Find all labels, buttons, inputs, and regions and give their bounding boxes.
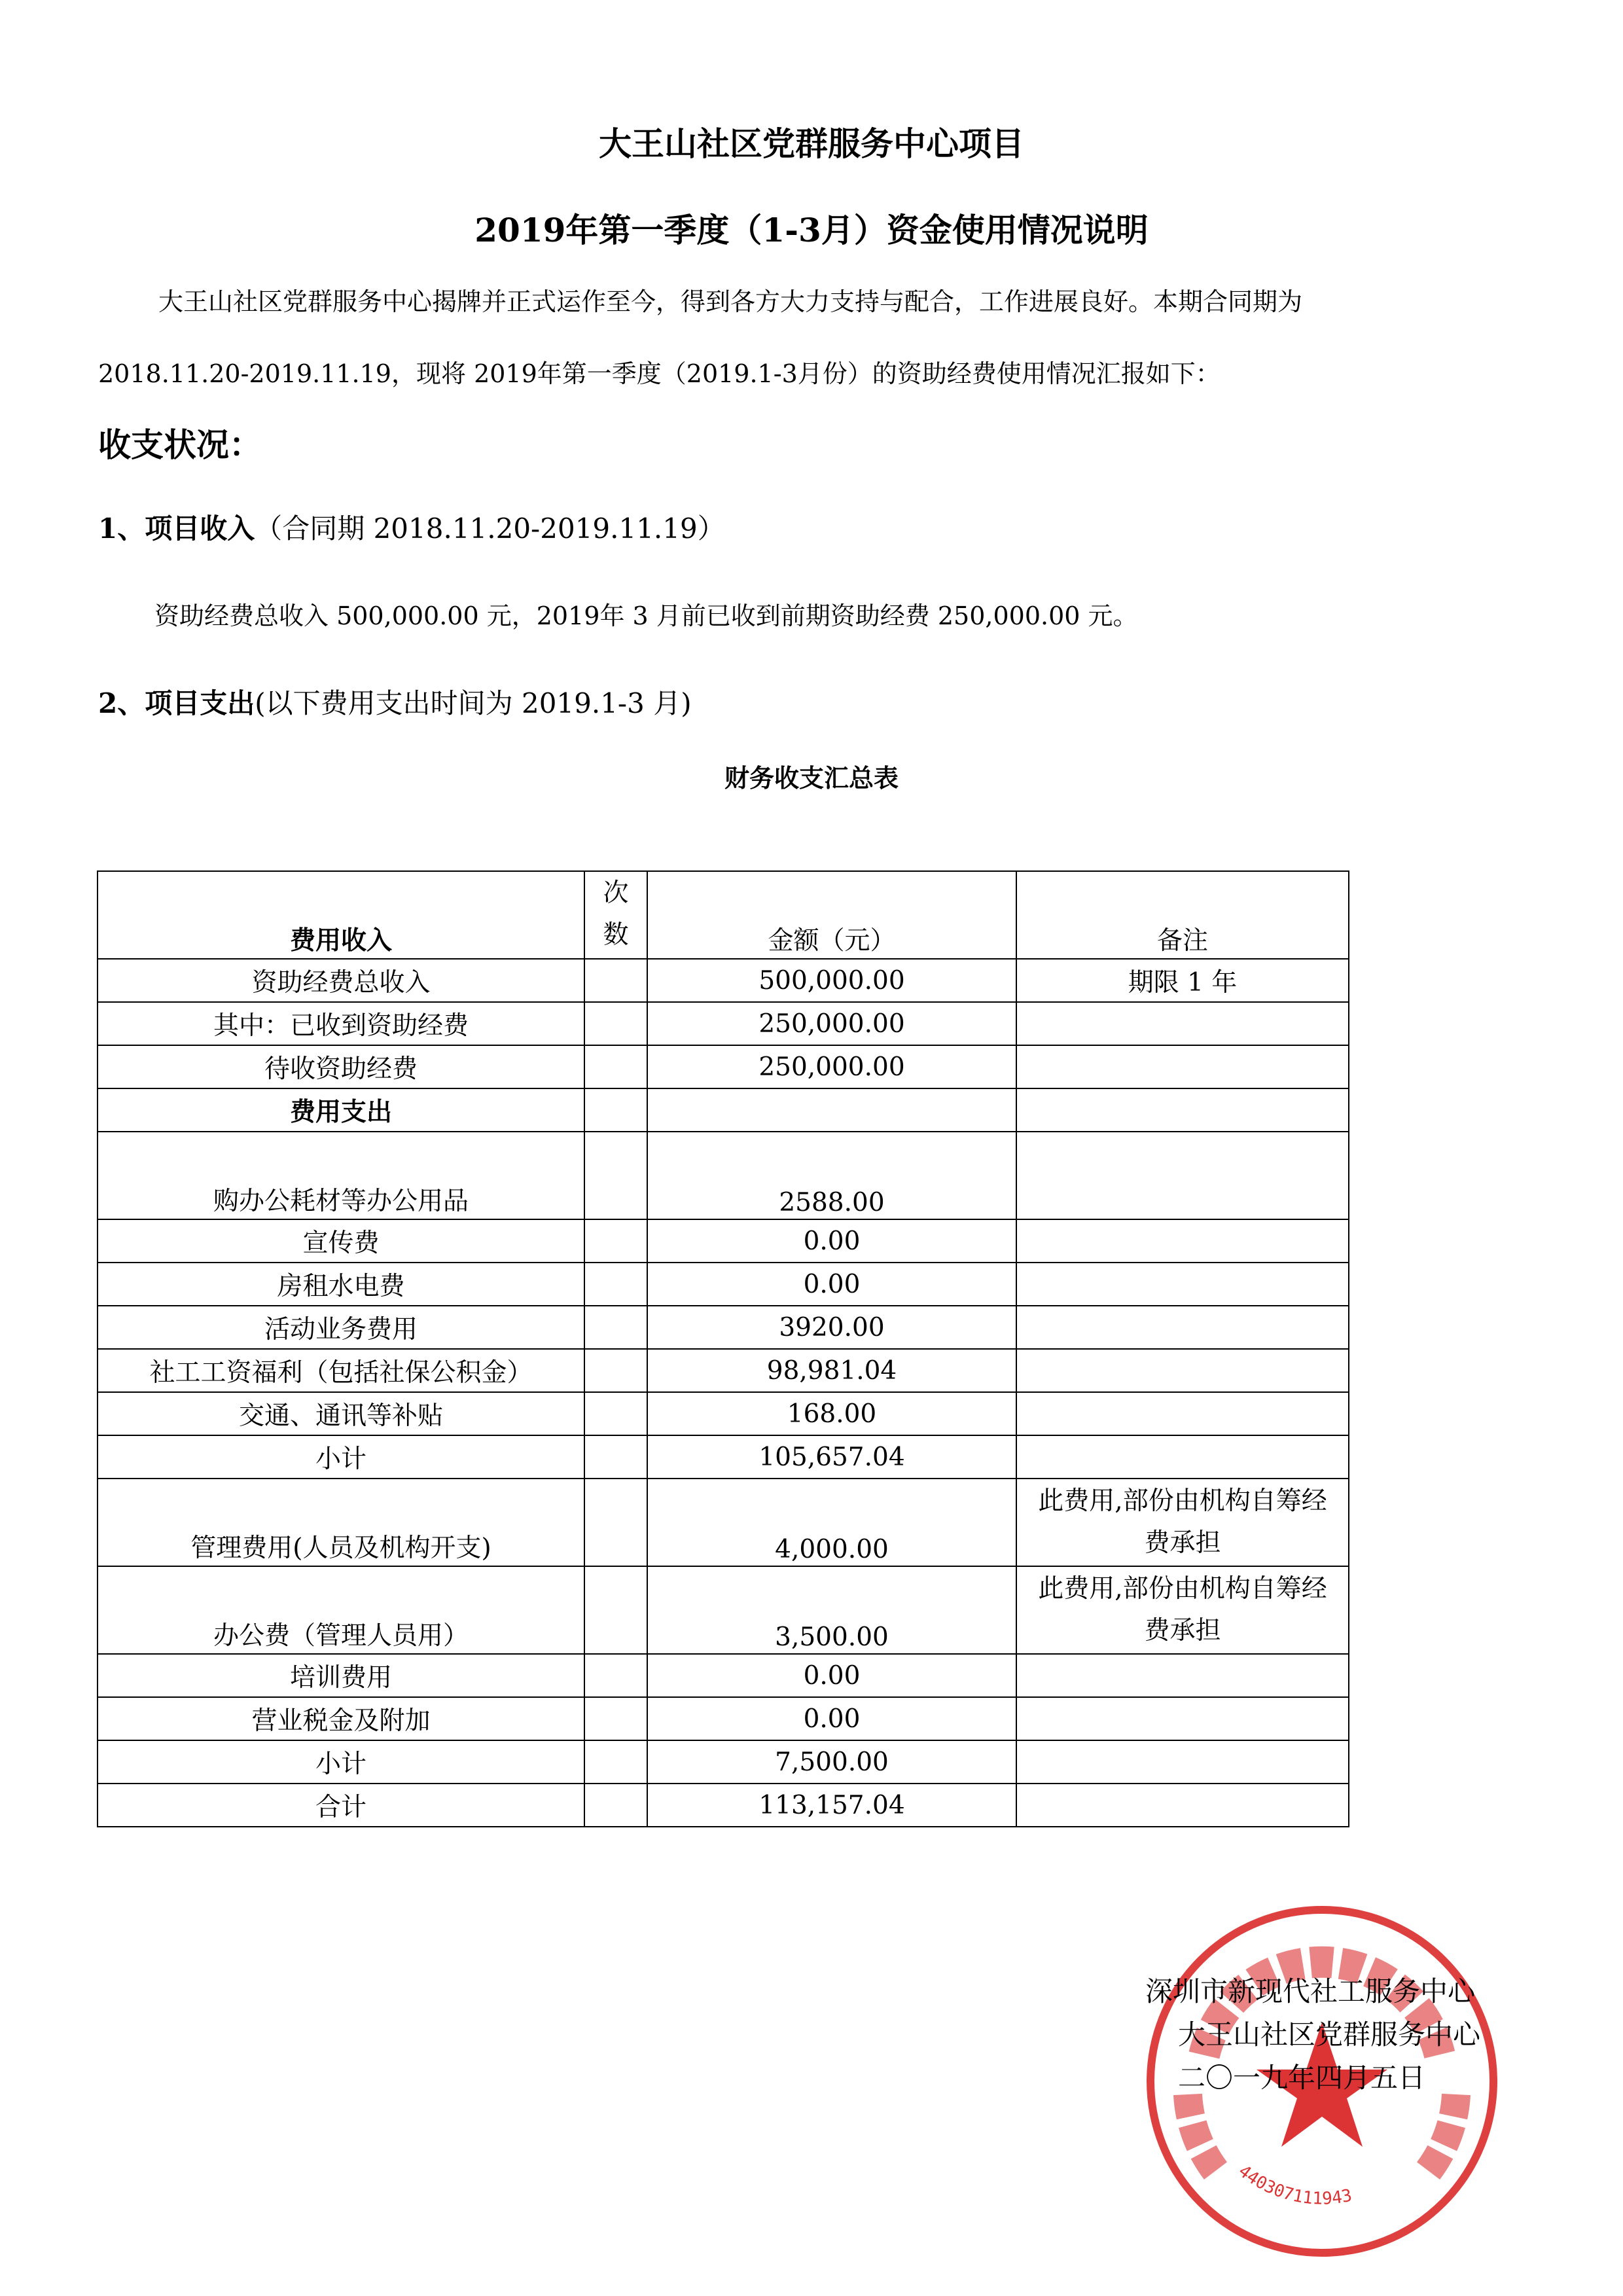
seal-serial-path: 440307111943 bbox=[1234, 2161, 1354, 2209]
row-label: 合计 bbox=[98, 1784, 584, 1827]
row-note bbox=[1016, 1263, 1349, 1306]
row-count bbox=[584, 1045, 647, 1088]
header-fee: 费用收入 bbox=[98, 871, 584, 959]
table-row bbox=[98, 1349, 1349, 1392]
row-label: 其中：已收到资助经费 bbox=[98, 1002, 584, 1045]
row-label: 社工工资福利（包括社保公积金） bbox=[98, 1349, 584, 1392]
row-count bbox=[584, 1740, 647, 1784]
table-row bbox=[98, 1784, 1349, 1827]
row-count bbox=[584, 1479, 647, 1566]
row-note bbox=[1016, 1697, 1349, 1740]
row-note bbox=[1016, 1219, 1349, 1263]
header-count-text: 次数 bbox=[603, 878, 629, 950]
item2-rest: (以下费用支出时间为 2019.1-3 月) bbox=[255, 687, 692, 719]
row-label: 房租水电费 bbox=[98, 1263, 584, 1306]
table-row bbox=[98, 1740, 1349, 1784]
income-text: 资助经费总收入 500,000.00 元，2019年 3 月前已收到前期资助经费 250,000.00 元。 bbox=[154, 601, 1138, 630]
row-count bbox=[584, 1132, 647, 1219]
table-row bbox=[98, 1479, 1349, 1566]
header-amount: 金额（元） bbox=[647, 871, 1016, 959]
row-count bbox=[584, 1654, 647, 1697]
row-amount: 113,157.04 bbox=[647, 1784, 1016, 1827]
row-note bbox=[1016, 1392, 1349, 1435]
seal-serial bbox=[1234, 2161, 1353, 2208]
row-amount: 4,000.00 bbox=[647, 1479, 1016, 1566]
intro-paragraph: 大王山社区党群服务中心揭牌并正式运作至今，得到各方大力支持与配合，工作进展良好。本期合同期为2018.11.20-2019.11.19，现将 2019年第一季度（2019.1-3月份）的资助经费使用情况汇报如下： bbox=[98, 287, 1303, 388]
row-note bbox=[1016, 1435, 1349, 1479]
row-note: 期限 1 年 bbox=[1016, 959, 1349, 1002]
row-amount: 168.00 bbox=[647, 1392, 1016, 1435]
item2-bold: 2、项目支出 bbox=[98, 687, 255, 719]
row-amount: 0.00 bbox=[647, 1697, 1016, 1740]
table-row bbox=[98, 1566, 1349, 1654]
row-note bbox=[1016, 1654, 1349, 1697]
table-body bbox=[98, 959, 1349, 1827]
table-row bbox=[98, 1002, 1349, 1045]
table-row bbox=[98, 1263, 1349, 1306]
row-label: 营业税金及附加 bbox=[98, 1697, 584, 1740]
table-row bbox=[98, 1306, 1349, 1349]
row-label: 小计 bbox=[98, 1435, 584, 1479]
table-row bbox=[98, 1045, 1349, 1088]
row-amount: 105,657.04 bbox=[647, 1435, 1016, 1479]
row-count bbox=[584, 1349, 647, 1392]
row-note bbox=[1016, 1349, 1349, 1392]
row-count bbox=[584, 1392, 647, 1435]
row-note: 此费用,部份由机构自筹经费承担 bbox=[1016, 1566, 1349, 1654]
row-label: 管理费用(人员及机构开支) bbox=[98, 1479, 584, 1566]
row-amount: 3,500.00 bbox=[647, 1566, 1016, 1654]
row-amount: 250,000.00 bbox=[647, 1002, 1016, 1045]
row-amount: 98,981.04 bbox=[647, 1349, 1016, 1392]
row-amount: 500,000.00 bbox=[647, 959, 1016, 1002]
row-label: 待收资助经费 bbox=[98, 1045, 584, 1088]
header-count bbox=[584, 871, 647, 959]
item1-rest: （合同期 2018.11.20-2019.11.19） bbox=[255, 512, 725, 545]
row-count bbox=[584, 1219, 647, 1263]
row-label: 交通、通讯等补贴 bbox=[98, 1392, 584, 1435]
row-note bbox=[1016, 1784, 1349, 1827]
finance-table bbox=[97, 870, 1349, 1827]
row-amount: 0.00 bbox=[647, 1219, 1016, 1263]
row-label: 资助经费总收入 bbox=[98, 959, 584, 1002]
section-heading: 收支状况： bbox=[98, 425, 262, 464]
item1-heading bbox=[98, 507, 725, 547]
table-row bbox=[98, 1132, 1349, 1219]
row-amount: 7,500.00 bbox=[647, 1740, 1016, 1784]
row-label: 活动业务费用 bbox=[98, 1306, 584, 1349]
row-note bbox=[1016, 1132, 1349, 1219]
table-row bbox=[98, 1392, 1349, 1435]
table-row bbox=[98, 959, 1349, 1002]
signature-org2: 大王山社区党群服务中心 bbox=[1178, 2018, 1481, 2051]
table-row bbox=[98, 1697, 1349, 1740]
row-count bbox=[584, 1435, 647, 1479]
row-amount: 0.00 bbox=[647, 1654, 1016, 1697]
table-header-row bbox=[98, 871, 1349, 959]
row-count bbox=[584, 1002, 647, 1045]
table-row bbox=[98, 1435, 1349, 1479]
row-label: 购办公耗材等办公用品 bbox=[98, 1132, 584, 1219]
table-caption: 财务收支汇总表 bbox=[724, 763, 899, 793]
signature-org1: 深圳市新现代社工服务中心 bbox=[1145, 1975, 1476, 2007]
row-count bbox=[584, 1697, 647, 1740]
document-title: 大王山社区党群服务中心项目 bbox=[599, 124, 1024, 163]
row-count bbox=[584, 1088, 647, 1132]
document-subtitle: 2019年第一季度（1-3月）资金使用情况说明 bbox=[474, 211, 1149, 249]
row-count bbox=[584, 959, 647, 1002]
row-note bbox=[1016, 1045, 1349, 1088]
signature-date: 二〇一九年四月五日 bbox=[1178, 2062, 1426, 2094]
item2-heading bbox=[98, 682, 692, 721]
signature-block bbox=[1145, 1970, 1480, 2100]
row-label: 费用支出 bbox=[98, 1088, 584, 1132]
row-amount: 3920.00 bbox=[647, 1306, 1016, 1349]
row-note bbox=[1016, 1306, 1349, 1349]
item1-bold: 1、项目收入 bbox=[98, 512, 255, 545]
row-note: 此费用,部份由机构自筹经费承担 bbox=[1016, 1479, 1349, 1566]
row-amount: 0.00 bbox=[647, 1263, 1016, 1306]
row-count bbox=[584, 1784, 647, 1827]
row-count bbox=[584, 1306, 647, 1349]
row-count bbox=[584, 1566, 647, 1654]
table-row bbox=[98, 1654, 1349, 1697]
row-label: 宣传费 bbox=[98, 1219, 584, 1263]
row-amount bbox=[647, 1088, 1016, 1132]
header-note: 备注 bbox=[1016, 871, 1349, 959]
row-amount: 2588.00 bbox=[647, 1132, 1016, 1219]
table-row bbox=[98, 1088, 1349, 1132]
table-row bbox=[98, 1219, 1349, 1263]
row-label: 培训费用 bbox=[98, 1654, 584, 1697]
row-count bbox=[584, 1263, 647, 1306]
row-amount: 250,000.00 bbox=[647, 1045, 1016, 1088]
row-note bbox=[1016, 1002, 1349, 1045]
row-label: 小计 bbox=[98, 1740, 584, 1784]
row-note bbox=[1016, 1088, 1349, 1132]
row-note bbox=[1016, 1740, 1349, 1784]
row-label: 办公费（管理人员用） bbox=[98, 1566, 584, 1654]
